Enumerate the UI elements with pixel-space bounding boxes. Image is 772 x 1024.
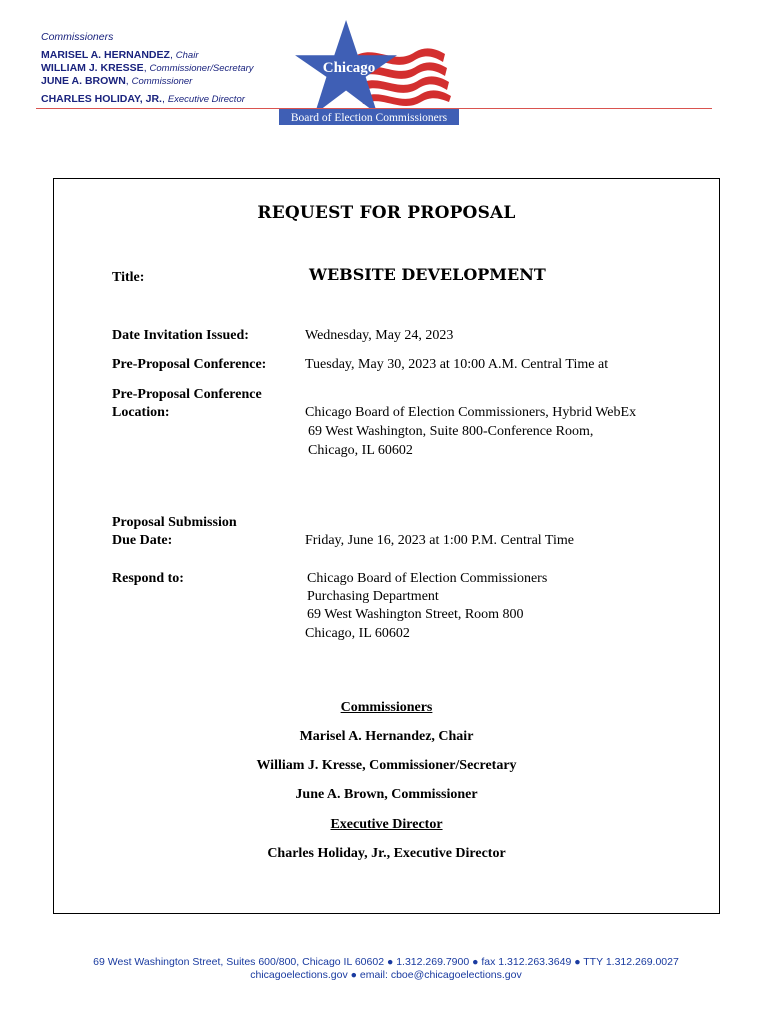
commissioner-line: June A. Brown, Commissioner: [295, 787, 478, 802]
date-issued-value: Wednesday, May 24, 2023: [305, 328, 454, 343]
member-line: JUNE A. BROWN, Commissioner: [41, 75, 193, 87]
executive-director-line: Charles Holiday, Jr., Executive Director: [267, 846, 506, 861]
respond-line: Chicago Board of Election Commissioners: [307, 571, 548, 586]
respond-line: Chicago, IL 60602: [305, 626, 410, 641]
project-title: WEBSITE DEVELOPMENT: [309, 265, 546, 284]
member-line: MARISEL A. HERNANDEZ, Chair: [41, 49, 199, 61]
member-role: Commissioner/Secretary: [149, 63, 254, 74]
logo-city: Chicago: [322, 60, 376, 76]
footer-address: 69 West Washington Street, Suites 600/800, Chicago IL 60602 ● 1.312.269.7900 ● fax 1.312.263.3649 ● TTY 1.312.269.0027: [93, 956, 679, 968]
commissioners-label: Commissioners: [41, 31, 114, 43]
respond-line: Purchasing Department: [307, 589, 439, 604]
chicago-board-logo: [275, 18, 460, 128]
due-label-line2: Due Date:: [112, 533, 173, 548]
due-label-line1: Proposal Submission: [112, 515, 237, 530]
member-name: WILLIAM J. KRESSE: [41, 62, 144, 74]
title-label: Title:: [112, 270, 145, 285]
executive-name: CHARLES HOLIDAY, JR.: [41, 93, 162, 105]
preconf-label: Pre-Proposal Conference:: [112, 357, 267, 372]
rfp-box: [53, 178, 720, 914]
footer-contact: chicagoelections.gov ● email: cboe@chicagoelections.gov: [250, 969, 522, 981]
location-line: Chicago Board of Election Commissioners, Hybrid WebEx: [305, 405, 637, 420]
header-rule: [36, 108, 712, 109]
letterhead-commissioners: [41, 31, 254, 106]
member-role: Chair: [175, 50, 199, 61]
location-label-line2: Location:: [112, 405, 170, 420]
location-line: Chicago, IL 60602: [308, 443, 413, 458]
location-label-line1: Pre-Proposal Conference: [112, 387, 262, 402]
member-name: JUNE A. BROWN: [41, 75, 126, 87]
executive-line: CHARLES HOLIDAY, JR., Executive Director: [41, 93, 245, 105]
executive-role: Executive Director: [167, 94, 245, 105]
commissioners-heading: Commissioners: [340, 700, 433, 715]
commissioner-line: Marisel A. Hernandez, Chair: [299, 729, 474, 744]
logo-banner: Board of Election Commissioners: [290, 112, 448, 124]
respond-label: Respond to:: [112, 571, 184, 586]
member-line: WILLIAM J. KRESSE, Commissioner/Secretary: [41, 62, 254, 74]
executive-heading: Executive Director: [330, 817, 443, 832]
due-value: Friday, June 16, 2023 at 1:00 P.M. Central Time: [305, 533, 574, 548]
preconf-value: Tuesday, May 30, 2023 at 10:00 A.M. Central Time at: [305, 357, 609, 372]
location-line: 69 West Washington, Suite 800-Conference Room,: [308, 424, 594, 439]
member-role: Commissioner: [131, 76, 193, 87]
date-issued-label: Date Invitation Issued:: [112, 328, 249, 343]
rfp-heading: REQUEST FOR PROPOSAL: [257, 203, 516, 223]
commissioner-line: William J. Kresse, Commissioner/Secretary: [256, 758, 517, 773]
respond-line: 69 West Washington Street, Room 800: [307, 607, 524, 622]
member-name: MARISEL A. HERNANDEZ: [41, 49, 170, 61]
